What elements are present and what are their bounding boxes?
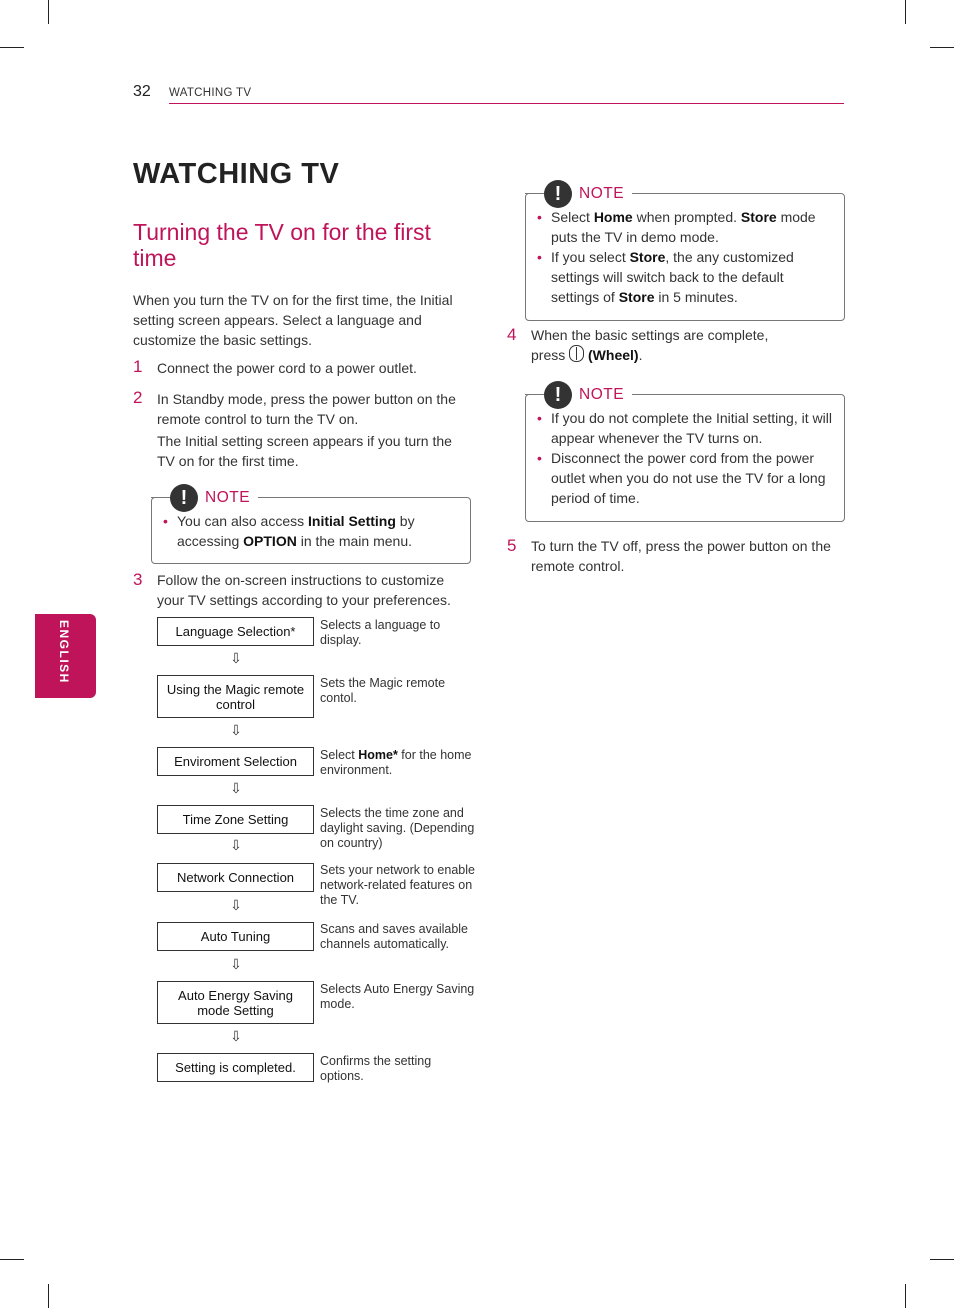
flow-box: Time Zone Setting: [157, 805, 314, 834]
flow-box: Setting is completed.: [157, 1053, 314, 1082]
exclamation-icon: !: [170, 484, 198, 512]
language-tab: [35, 614, 96, 698]
flow-desc: Selects Auto Energy Saving mode.: [320, 982, 475, 1011]
note-header: [544, 180, 632, 208]
flow-arrow: ⇩: [230, 722, 242, 738]
note-border: [525, 193, 541, 194]
note-item: • You can also access Initial Setting by accessing OPTION in the main menu.: [163, 511, 463, 551]
crop-mark: [48, 1284, 49, 1308]
note-item: • If you do not complete the Initial setting, it will appear whenever the TV turns on.: [537, 408, 832, 448]
flow-box: Auto Tuning: [157, 922, 314, 951]
flow-box: Language Selection*: [157, 617, 314, 646]
step-number: 3: [133, 570, 143, 589]
flow-box: Using the Magic remote control: [157, 675, 314, 718]
note-label: NOTE: [579, 386, 625, 403]
flow-desc: Selects the time zone and daylight saving. (Depending on country): [320, 806, 475, 850]
flow-desc: Sets the Magic remote contol.: [320, 676, 446, 705]
crop-mark: [0, 1259, 24, 1260]
note-header: [170, 484, 258, 512]
step-number: 5: [507, 536, 517, 555]
crop-mark: [930, 1259, 954, 1260]
header-rule: [169, 103, 844, 104]
flow-desc: Scans and saves available channels automatically.: [320, 922, 469, 951]
exclamation-icon: !: [544, 381, 572, 409]
flow-arrow: ⇩: [230, 1028, 242, 1044]
flow-arrow: ⇩: [230, 780, 242, 796]
note-header: [544, 381, 632, 409]
flow-box: Network Connection: [157, 863, 314, 892]
note-label: NOTE: [579, 185, 625, 202]
flow-desc: Select Home* for the home environment.: [320, 748, 472, 777]
note-border: [525, 394, 541, 395]
wheel-icon: [569, 345, 584, 362]
step-number: 4: [507, 325, 517, 344]
section-title: Turning the TV on for the first time: [133, 219, 431, 271]
step-extra: The Initial setting screen appears if you turn the TV on for the first time.: [157, 433, 452, 469]
note-box: [525, 384, 845, 522]
exclamation-icon: !: [544, 180, 572, 208]
flow-arrow: ⇩: [230, 897, 242, 913]
page-number: 32: [133, 83, 151, 100]
flow-desc: Sets your network to enable network-related features on the TV.: [320, 863, 475, 907]
step-text: To turn the TV off, press the power button on the remote control.: [531, 538, 831, 574]
flow-desc: Selects a language to display.: [320, 618, 441, 647]
step-number: 2: [133, 388, 143, 407]
note-item: • If you select Store, the any customized settings will switch back to the default settings of Store in 5 minutes.: [537, 247, 832, 307]
flow-box: Auto Energy Saving mode Setting: [157, 981, 314, 1024]
flow-desc: Confirms the setting options.: [320, 1054, 432, 1083]
step-number: 1: [133, 357, 143, 376]
crop-mark: [930, 47, 954, 48]
flow-arrow: ⇩: [230, 650, 242, 666]
note-label: NOTE: [205, 489, 251, 506]
note-border: [151, 497, 167, 498]
note-list: [537, 408, 832, 508]
flow-box: Enviroment Selection: [157, 747, 314, 776]
page-title: WATCHING TV: [133, 158, 340, 190]
note-list: [163, 511, 463, 551]
step-text: In Standby mode, press the power button on the remote control to turn the TV on.: [157, 391, 456, 427]
step-text: Follow the on-screen instructions to customize your TV settings according to your preferences.: [157, 572, 451, 608]
crop-mark: [0, 47, 24, 48]
note-box: [525, 183, 845, 321]
note-item: • Disconnect the power cord from the power outlet when you do not use the TV for a long period of time.: [537, 448, 832, 508]
flow-arrow: ⇩: [230, 837, 242, 853]
intro-paragraph: When you turn the TV on for the first time, the Initial setting screen appears. Select a language and customize the basic settings.: [133, 292, 453, 348]
language-tab-label: ENGLISH: [57, 620, 71, 684]
header-section: WATCHING TV: [169, 87, 252, 99]
crop-mark: [905, 0, 906, 24]
note-item: • Select Home when prompted. Store mode puts the TV in demo mode.: [537, 207, 832, 247]
note-box: [151, 487, 471, 564]
step-text: Connect the power cord to a power outlet.: [157, 360, 417, 376]
step-text: When the basic settings are complete, press (Wheel).: [531, 327, 769, 363]
flow-arrow: ⇩: [230, 956, 242, 972]
crop-mark: [48, 0, 49, 24]
note-list: [537, 207, 832, 307]
crop-mark: [905, 1284, 906, 1308]
